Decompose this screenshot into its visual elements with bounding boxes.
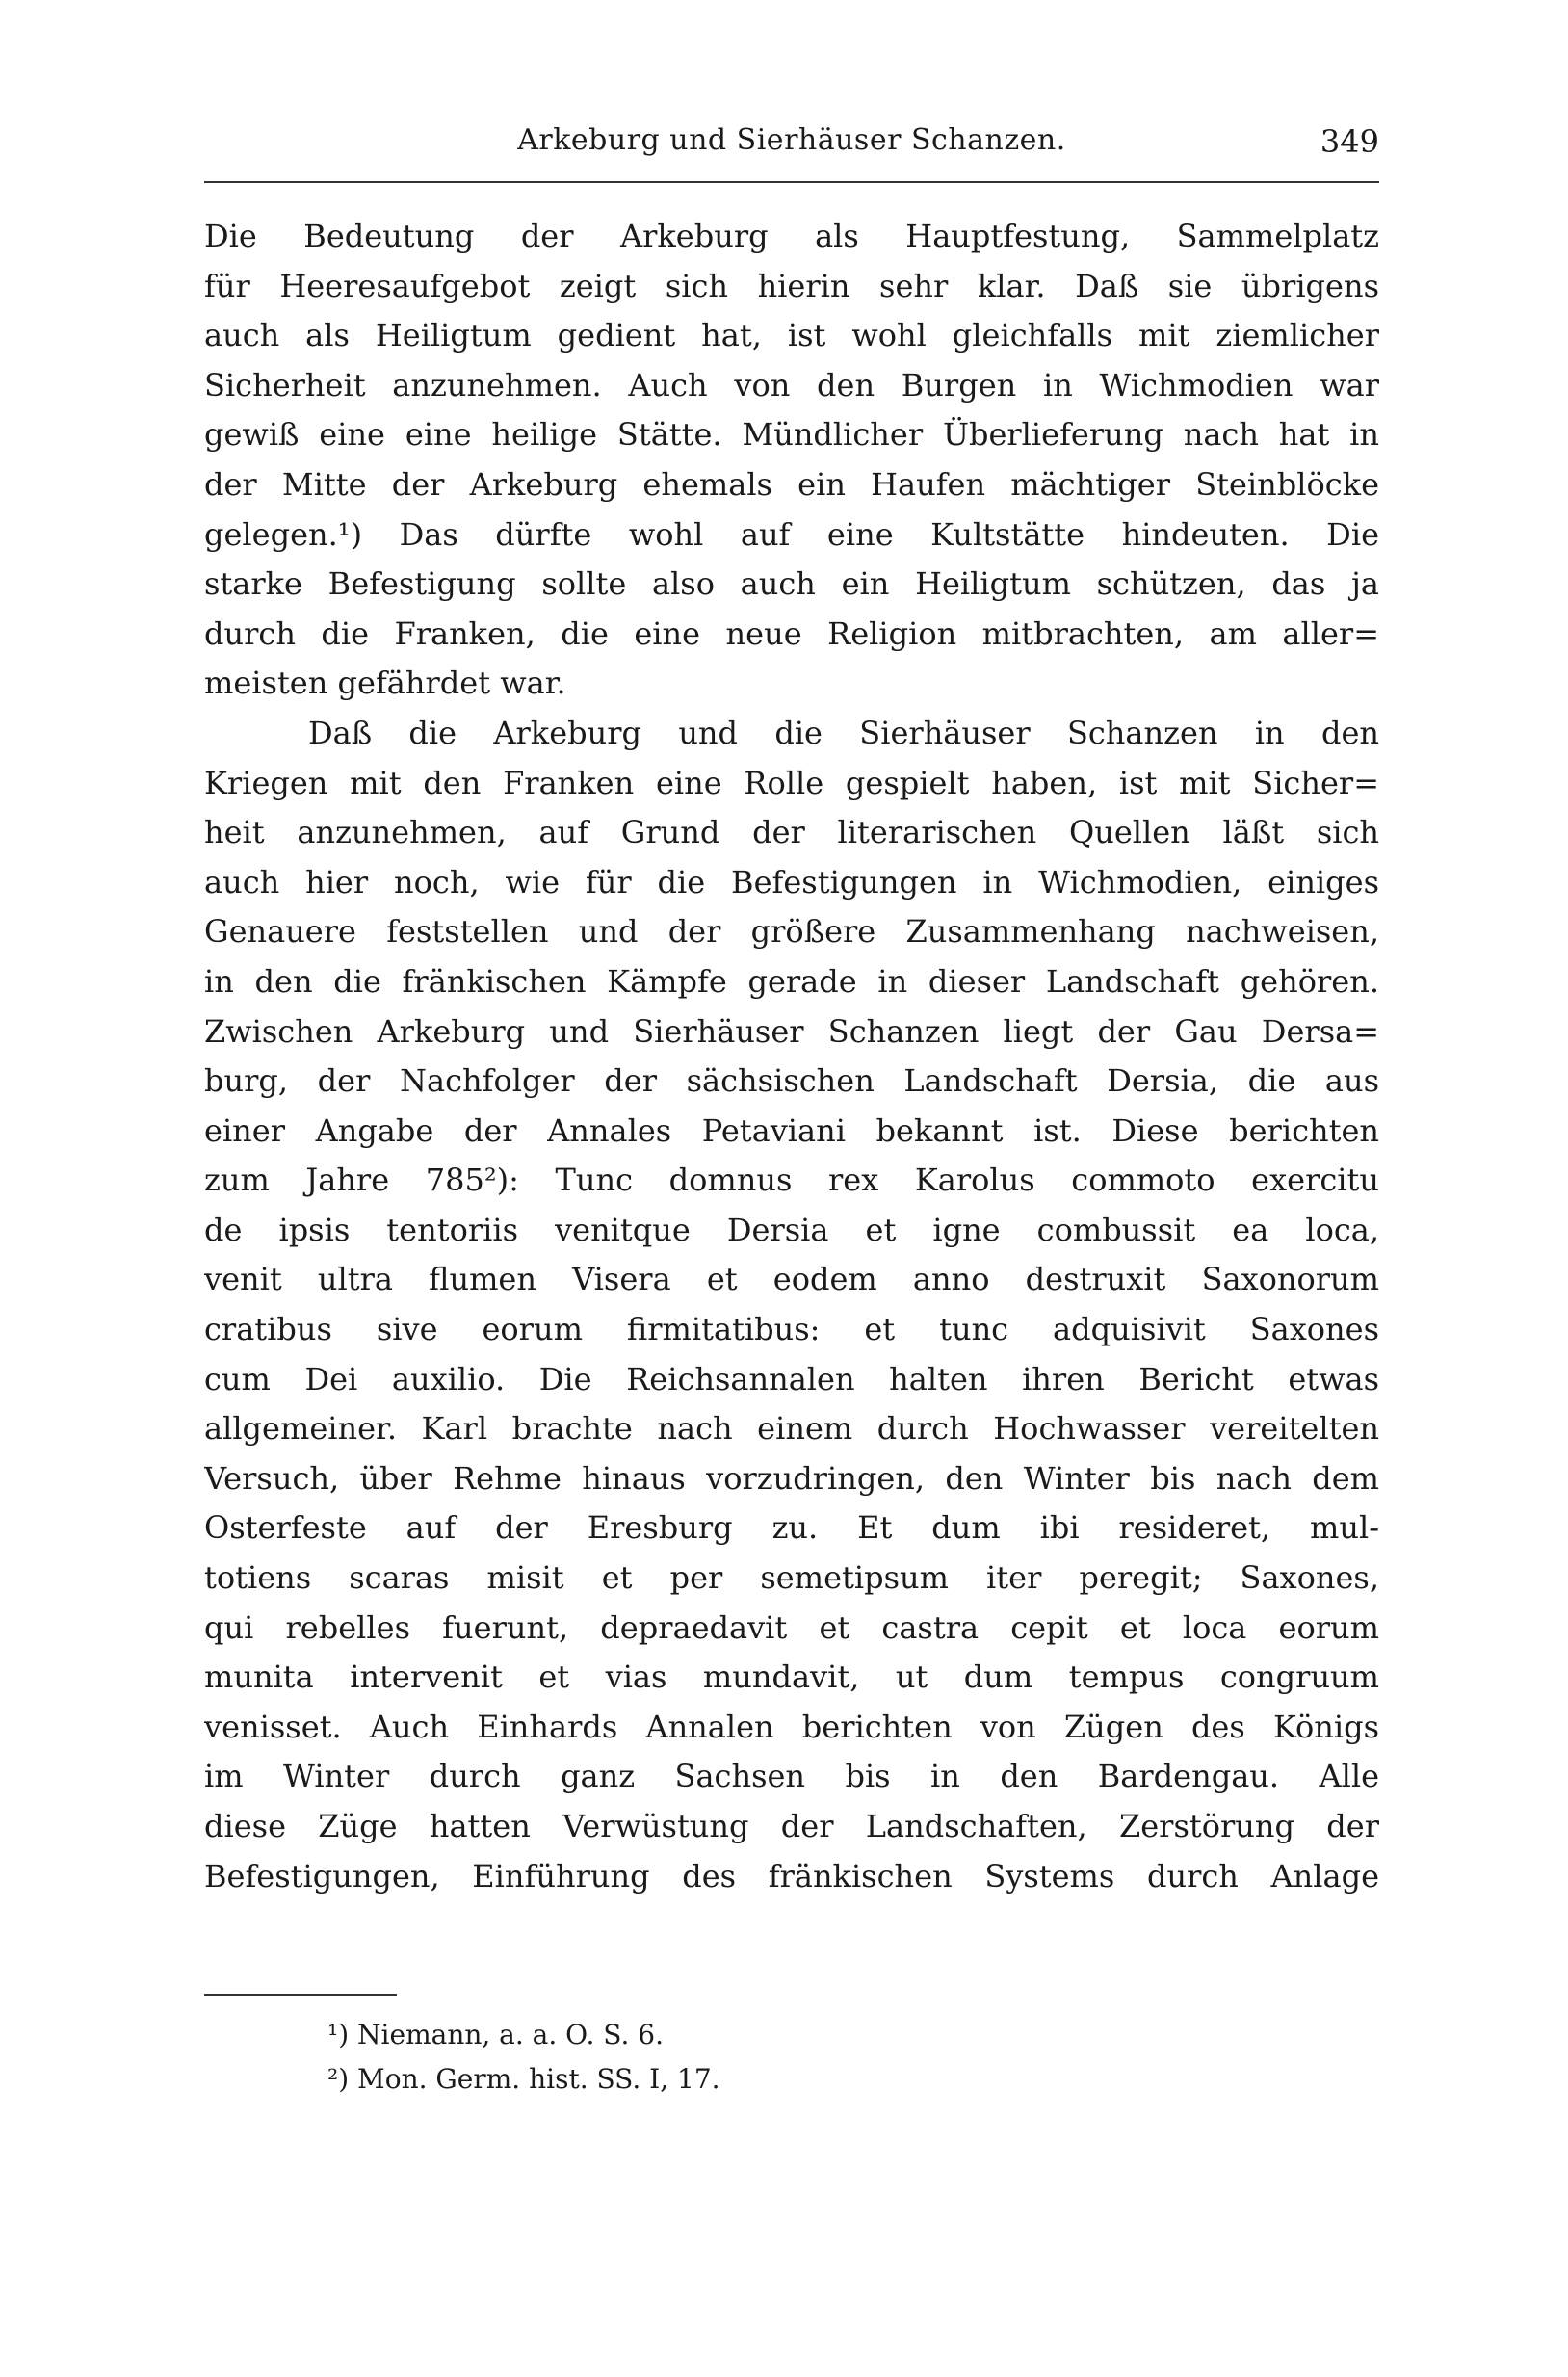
text-line: Versuch, über Rehme hinaus vorzudringen, den Winter bis nach dem [204, 1459, 1379, 1497]
text-line: Die Bedeutung der Arkeburg als Hauptfestung, Sammelplatz [204, 218, 1379, 254]
text-line: im Winter durch ganz Sachsen bis in den Bardengau. Alle [204, 1758, 1379, 1795]
text-line: burg, der Nachfolger der sächsischen Landschaft Dersia, die aus [204, 1062, 1379, 1100]
text-line: Osterfeste auf der Eresburg zu. Et dum ibi resideret, mul- [204, 1509, 1379, 1547]
text-line: für Heeresaufgebot zeigt sich hierin sehr klar. Daß sie übrigens [204, 267, 1379, 304]
footnote: ¹) Niemann, a. a. O. S. 6. [327, 2019, 664, 2050]
text-line: diese Züge hatten Verwüstung der Landschaften, Zerstörung der [204, 1808, 1379, 1844]
text-line: starke Befestigung sollte also auch ein Heiligtum schützen, das ja [204, 565, 1379, 603]
text-line: de ipsis tentoriis venitque Dersia et igne combussit ea loca, [204, 1211, 1379, 1248]
text-line: meisten gefährdet war. [204, 665, 566, 702]
running-title: Arkeburg und Sierhäuser Schanzen. [517, 123, 1066, 157]
text-line: gewiß eine eine heilige Stätte. Mündlicher Überlieferung nach hat in [204, 416, 1379, 454]
text-line: einer Angabe der Annales Petaviani bekannt ist. Diese berichten [204, 1111, 1379, 1149]
text-line: heit anzunehmen, auf Grund der literarischen Quellen läßt sich [204, 814, 1379, 851]
page-header [204, 123, 1379, 162]
footnote: ²) Mon. Germ. hist. SS. I, 17. [327, 2063, 720, 2095]
body-text [204, 212, 1379, 1901]
text-line: gelegen.¹) Das dürfte wohl auf eine Kultstätte hindeuten. Die [204, 515, 1379, 553]
text-line: totiens scaras misit et per semetipsum iter peregit; Saxones, [204, 1559, 1379, 1597]
text-line: durch die Franken, die eine neue Religion mitbrachten, am aller= [204, 614, 1379, 652]
page-number: 349 [1320, 123, 1379, 160]
header-rule [204, 181, 1379, 183]
text-line: Genauere feststellen und der größere Zusammenhang nachweisen, [204, 913, 1379, 951]
text-line: Befestigungen, Einführung des fränkischen Systems durch Anlage [204, 1857, 1379, 1894]
text-line: allgemeiner. Karl brachte nach einem durch Hochwasser vereitelten [204, 1410, 1379, 1448]
text-line: munita intervenit et vias mundavit, ut dum tempus congruum [204, 1659, 1379, 1696]
text-line: Daß die Arkeburg und die Sierhäuser Schanzen in den [308, 714, 1379, 751]
text-line: venisset. Auch Einhards Annalen berichten von Zügen des Königs [204, 1708, 1379, 1745]
text-line: Sicherheit anzunehmen. Auch von den Burgen in Wichmodien war [204, 366, 1379, 404]
footnote-rule [204, 1994, 397, 1996]
footnotes [327, 2013, 1194, 2102]
text-line: der Mitte der Arkeburg ehemals ein Haufen mächtiger Steinblöcke [204, 465, 1379, 503]
text-line: zum Jahre 785²): Tunc domnus rex Karolus commoto exercitu [204, 1162, 1379, 1199]
text-line: cratibus sive eorum firmitatibus: et tunc adquisivit Saxones [204, 1311, 1379, 1348]
text-line: auch hier noch, wie für die Befestigungen in Wichmodien, einiges [204, 863, 1379, 901]
text-line: Kriegen mit den Franken eine Rolle gespielt haben, ist mit Sicher= [204, 764, 1379, 801]
text-line: venit ultra flumen Visera et eodem anno destruxit Saxonorum [204, 1261, 1379, 1298]
text-line: cum Dei auxilio. Die Reichsannalen halten ihren Bericht etwas [204, 1360, 1379, 1397]
text-line: in den die fränkischen Kämpfe gerade in dieser Landschaft gehören. [204, 962, 1379, 1000]
text-line: Zwischen Arkeburg und Sierhäuser Schanzen liegt der Gau Dersa= [204, 1012, 1379, 1050]
text-line: auch als Heiligtum gedient hat, ist wohl gleichfalls mit ziemlicher [204, 317, 1379, 354]
text-line: qui rebelles fuerunt, depraedavit et castra cepit et loca eorum [204, 1608, 1379, 1646]
